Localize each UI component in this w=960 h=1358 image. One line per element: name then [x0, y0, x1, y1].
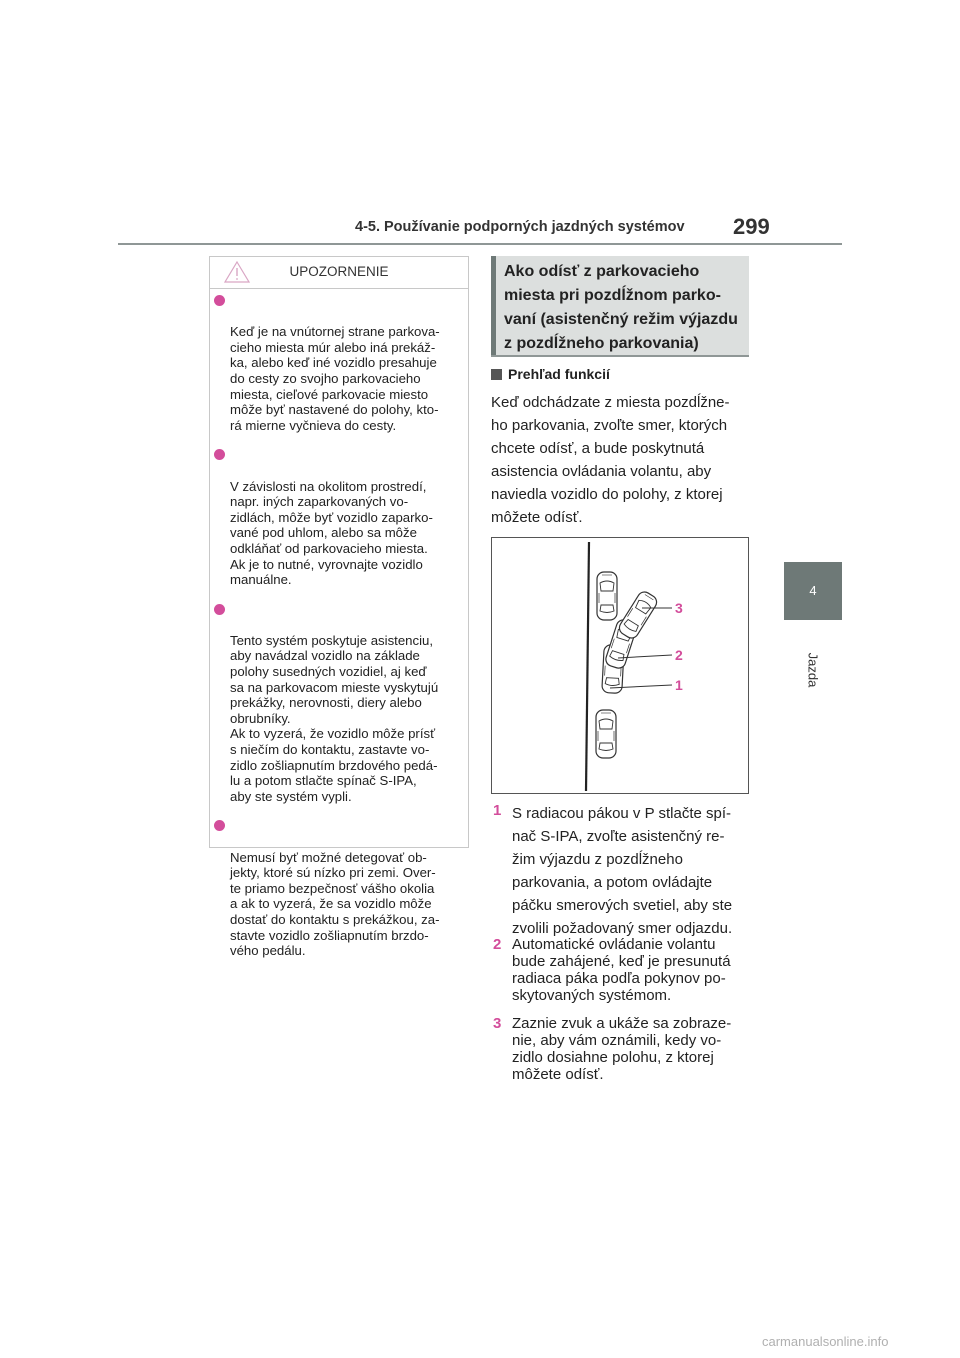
page-number: 299	[733, 214, 770, 239]
warning-item-text: Tento systém poskytuje asistenciu, aby navádzal vozidlo na základe polohy susedných vozidiel, aj keď sa na parkovacom mieste vyskytujú prekážky, nerovnosti, diery alebo obrubníky. Ak to vyzerá, že vozidlo môže prísť s niečím do kontaktu, zastavte vo- zidlo zošliapnutím brzdového pedá- lu a potom stlačte spínač S-IPA, aby ste systém vypli.	[230, 632, 439, 804]
parked-car-rear	[596, 710, 616, 758]
bullet-icon	[214, 449, 225, 460]
chapter-tab	[784, 562, 842, 620]
step-text: S radiacou pákou v P stlačte spí- nač S-IPA, zvoľte asistenčný re- žim výjazdu z pozdĺžneho parkovania, a potom ovládajte páčku smerových svetiel, aby ste zvolili požadovaný smer odjazdu.	[512, 805, 733, 937]
warning-item	[210, 818, 468, 958]
chapter-number: 4	[809, 583, 817, 598]
step-number: 3	[493, 1015, 502, 1032]
step-text: Zaznie zvuk a ukáže sa zobraze- nie, aby vám oznámili, kedy vo- zidlo dosiahne polohu, z ktorej môžete odísť.	[512, 1015, 732, 1083]
section-heading-band	[491, 256, 749, 357]
illustration-svg	[492, 538, 748, 793]
step-number: 1	[493, 802, 502, 819]
subheading	[491, 366, 610, 382]
warning-item-text: Nemusí byť možné detegovať ob- jekty, ktoré sú nízko pri zemi. Over- te priamo bezpečnosť vášho okolia a ak to vyzerá, že sa vozidlo môže dostať do kontaktu s prekážkou, za- stavte vozidlo zošliapnutím brzdo- vého pedálu.	[230, 849, 440, 959]
warning-item	[210, 447, 468, 587]
chapter-label: Jazda	[805, 652, 821, 688]
warning-item-text: Keď je na vnútornej strane parkova- cieho miesta múr alebo iná prekáž- ka, alebo keď iné vozidlo presahuje do cesty zo svojho parkovacieho miesta, cieľové parkovacie miesto môže byť nastavené do polohy, kto- rá mierne vyčnieva do cesty.	[230, 324, 440, 433]
header-rule	[118, 243, 842, 245]
vehicle-position-exit	[617, 589, 659, 640]
bullet-icon	[214, 604, 225, 615]
callout-3: 3	[675, 600, 683, 616]
warning-header	[210, 257, 468, 289]
warning-item	[210, 293, 468, 433]
parked-car-front	[597, 572, 617, 620]
warning-title: UPOZORNENIE	[289, 264, 389, 279]
section-title: Ako odísť z parkovacieho miesta pri pozdĺžnom parko- vaní (asistenčný režim výjazdu z pozdĺžneho parkovania)	[504, 263, 738, 352]
callout-2: 2	[675, 647, 683, 663]
section-heading-accent	[491, 256, 496, 355]
chapter-label-box	[784, 640, 842, 700]
callout-1: 1	[675, 677, 683, 693]
square-bullet-icon	[491, 369, 502, 380]
warning-item	[210, 602, 468, 805]
parking-exit-illustration	[491, 537, 749, 794]
intro-paragraph: Keď odchádzate z miesta pozdĺžne- ho parkovania, zvoľte smer, ktorých chcete odísť, a bude poskytnutá asistencia ovládania volantu, aby naviedla vozidlo do polohy, z ktorej môžete odísť.	[491, 394, 730, 526]
step-text: Automatické ovládanie volantu bude zahájené, keď je presunutá radiaca páka podľa pokynov po- skytovaných systémom.	[512, 936, 731, 1004]
warning-box	[209, 256, 469, 959]
running-header-title: 4-5. Používanie podporných jazdných systémov	[355, 219, 685, 235]
warning-list	[210, 293, 468, 959]
curb-line	[586, 542, 589, 791]
subheading-text: Prehľad funkcií	[508, 366, 610, 382]
step-number: 2	[493, 936, 502, 953]
warning-item-text: V závislosti na okolitom prostredí, napr. iných zaparkovaných vo- zidlách, môže byť vozidlo zaparko- vané pod uhlom, alebo sa môže odkláňať od parkovacieho miesta. Ak je to nutné, vyrovnajte vozidlo manuálne.	[230, 478, 433, 588]
bullet-icon	[214, 820, 225, 831]
bullet-icon	[214, 295, 225, 306]
watermark: carmanualsonline.info	[762, 1334, 889, 1349]
